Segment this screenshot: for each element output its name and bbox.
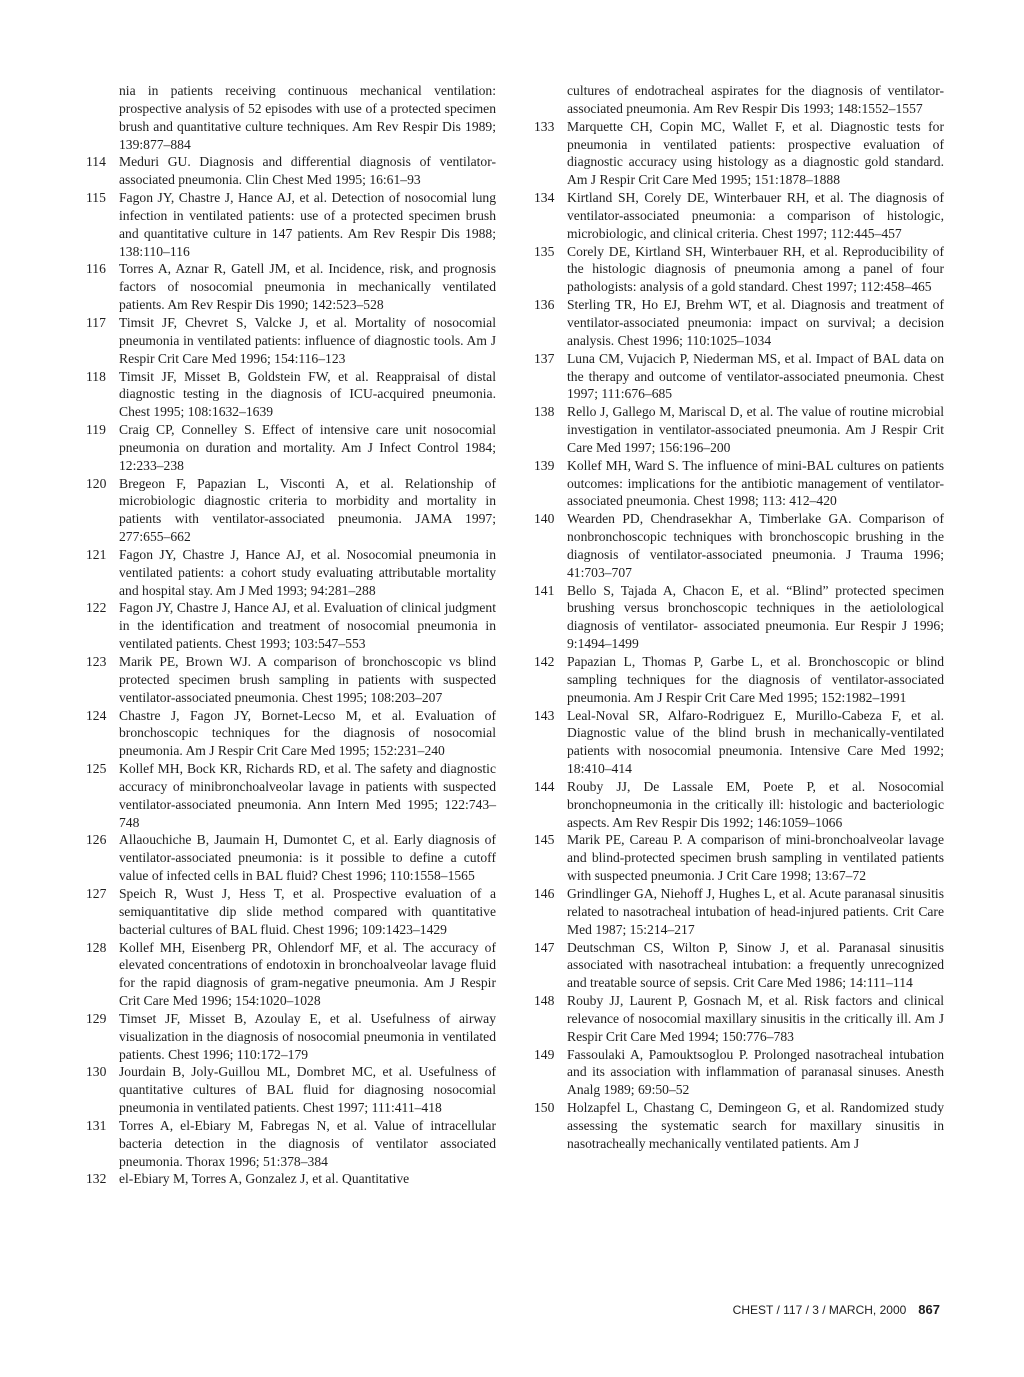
reference-text: Corely DE, Kirtland SH, Winterbauer RH, et al. Reproducibility of the histologic diagnosis of pneumonia among a panel of four pathologists: analysis of a gold standard. Chest 1997; 112:458–465 [567,243,944,295]
reference-number: 127 [86,885,107,901]
reference-entry [86,546,496,600]
reference-text: Papazian L, Thomas P, Garbe L, et al. Bronchoscopic or blind sampling techniques for the diagnosis of ventilator-associated pneumonia. Am J Respir Crit Care Med 1995; 152:1982–1991 [567,654,944,705]
reference-number: 136 [534,297,555,313]
reference-text: Marik PE, Brown WJ. A comparison of bronchoscopic vs blind protected specimen brush sampling in patients with suspected ventilator-associated pneumonia. Chest 1995; 108:203–207 [119,654,496,705]
reference-text: Grindlinger GA, Niehoff J, Hughes L, et al. Acute paranasal sinusitis related to nasotracheal intubation of head-injured patients. Crit Care Med 1987; 15:214–217 [567,885,944,937]
reference-number: 135 [534,243,555,259]
reference-text: cultures of endotracheal aspirates for the diagnosis of ventilator-associated pneumonia. Am Rev Respir Dis 1993; 148:1552–1557 [567,83,944,116]
reference-number: 129 [86,1010,107,1026]
reference-text: nia in patients receiving continuous mechanical ventilation: prospective analysis of 52 episodes with use of a protected specimen brush and quantitative culture techniques. Am Rev Respir Dis 1989; 139:877–884 [119,83,496,152]
reference-text: Chastre J, Fagon JY, Bornet-Lecso M, et al. Evaluation of bronchoscopic techniques for the diagnosis of nosocomial pneumonia. Am J Respir Crit Care Med 1995; 152:231–240 [119,707,496,759]
reference-text: Allaouchiche B, Jaumain H, Dumontet C, et al. Early diagnosis of ventilator-associated pneumonia: is it possible to define a cutoff value of infected cells in BAL fluid? Chest 1996; 110:1558–1565 [119,832,496,884]
reference-text: Craig CP, Connelley S. Effect of intensive care unit nosocomial pneumonia on duration and mortality. Am J Infect Control 1984; 12:233–238 [119,422,496,473]
reference-entry [534,350,944,404]
reference-entry [86,153,496,189]
reference-number: 140 [534,511,555,527]
reference-number: 120 [86,475,107,491]
reference-text: Meduri GU. Diagnosis and differential diagnosis of ventilator-associated pneumonia. Clin Chest Med 1995; 16:61–93 [119,154,496,188]
reference-text: Deutschman CS, Wilton P, Sinow J, et al. Paranasal sinusitis associated with nasotracheal intubation: a frequently unrecognized and treatable source of sepsis. Crit Care Med 1986; 14:111–114 [567,939,944,991]
reference-entry [534,939,944,993]
page-footer [733,1302,940,1317]
reference-entry [86,831,496,885]
reference-text: Bregeon F, Papazian L, Visconti A, et al. Relationship of microbiologic diagnostic criteria to morbidity and mortality in patients with ventilator-associated pneumonia. JAMA 1997; 277:655–662 [119,475,496,545]
reference-text: Kirtland SH, Corely DE, Winterbauer RH, et al. The diagnosis of ventilator-associated pneumonia: a comparison of histologic, microbiologic, and clinical criteria. Chest 1997; 112:445–457 [567,190,944,241]
reference-entry [534,189,944,243]
reference-entry [86,1170,496,1188]
reference-entry [86,653,496,707]
reference-number: 137 [534,350,555,366]
reference-entry [86,707,496,761]
reference-entry [86,82,496,153]
reference-number: 143 [534,707,555,723]
references-left-column [86,82,496,1188]
reference-number: 145 [534,832,555,848]
reference-text: Timset JF, Misset B, Azoulay E, et al. Usefulness of airway visualization in the diagnosis of nosocomial pneumonia in ventilated patients. Chest 1996; 110:172–179 [119,1010,496,1062]
reference-number: 128 [86,939,107,955]
reference-number: 139 [534,457,555,473]
reference-text: Marquette CH, Copin MC, Wallet F, et al. Diagnostic tests for pneumonia in ventilated patients: prospective evaluation of diagnostic accuracy using histology as a diagnostic gold standard. Am J Respir Crit Care Med 1995; 151:1878–1888 [567,118,944,188]
reference-entry [534,296,944,350]
reference-number: 138 [534,404,555,420]
reference-number: 121 [86,546,107,562]
reference-number: 114 [86,154,106,170]
reference-number: 142 [534,654,555,669]
reference-number: 147 [534,939,555,955]
reference-text: Timsit JF, Chevret S, Valcke J, et al. Mortality of nosocomial pneumonia in ventilated patients: influence of diagnostic tools. Am J Respir Crit Care Med 1996; 154:116–123 [119,314,496,366]
reference-entry [534,653,944,707]
reference-text: Fassoulaki A, Pamouktsoglou P. Prolonged nasotracheal intubation and its association with inflammation of paranasal sinuses. Anesth Analg 1989; 69:50–52 [567,1046,944,1098]
reference-text: Luna CM, Vujacich P, Niederman MS, et al. Impact of BAL data on the therapy and outcome of ventilator-associated pneumonia. Chest 1997; 111:676–685 [567,350,944,402]
reference-entry [86,599,496,653]
journal-citation: CHEST / 117 / 3 / MARCH, 2000 [732,1303,907,1317]
reference-number: 133 [534,118,555,134]
reference-text: Rello J, Gallego M, Mariscal D, et al. The value of routine microbial investigation in ventilator-associated pneumonia. Am J Respir Crit Care Med 1997; 156:196–200 [567,404,944,455]
reference-text: Fagon JY, Chastre J, Hance AJ, et al. Evaluation of clinical judgment in the identification and treatment of nosocomial pneumonia in ventilated patients. Chest 1993; 103:547–553 [119,600,496,652]
reference-number: 130 [86,1064,107,1080]
reference-entry [86,885,496,939]
reference-text: Sterling TR, Ho EJ, Brehm WT, et al. Diagnosis and treatment of ventilator-associated pneumonia: impact on survival; a decision analysis. Chest 1996; 110:1025–1034 [567,297,944,348]
reference-text: Speich R, Wust J, Hess T, et al. Prospective evaluation of a semiquantitative dip slide method compared with quantitative bacterial cultures of BAL fluid. Chest 1996; 109:1423–1429 [119,885,496,937]
reference-entry [534,457,944,511]
reference-text: el-Ebiary M, Torres A, Gonzalez J, et al. Quantitative [119,1171,410,1187]
reference-entry [534,707,944,778]
reference-number: 116 [86,261,106,277]
reference-entry [86,1010,496,1064]
reference-text: Bello S, Tajada A, Chacon E, et al. “Blind” protected specimen brushing versus bronchoscopic techniques in the aetiolological diagnosis of ventilator- associated pneumonia. Eur Respir J 1996; 9:1494–1499 [567,582,944,652]
reference-number: 134 [534,190,555,206]
reference-number: 132 [86,1171,107,1187]
references-right-column [534,82,944,1153]
reference-number: 144 [534,778,555,794]
reference-entry [534,992,944,1046]
reference-text: Holzapfel L, Chastang C, Demingeon G, et al. Randomized study assessing the systematic search for maxillary sinusitis in nasotracheally mechanically ventilated patients. Am J [567,1100,944,1151]
reference-text: Leal-Noval SR, Alfaro-Rodriguez E, Murillo-Cabeza F, et al. Diagnostic value of the blind brush in mechanically-ventilated patients with nosocomial pneumonia. Intensive Care Med 1992; 18:410–414 [567,707,944,777]
reference-entry [534,510,944,581]
reference-number: 122 [86,600,107,616]
reference-entry [86,421,496,475]
reference-entry [534,1099,944,1153]
reference-entry [86,1063,496,1117]
reference-number: 119 [86,422,106,438]
reference-entry [534,118,944,189]
reference-text: Kollef MH, Ward S. The influence of mini-BAL cultures on patients outcomes: implications for the antibiotic management of ventilator-associated pneumonia. Chest 1998; 113: 412–420 [567,457,944,509]
reference-text: Marik PE, Careau P. A comparison of mini-bronchoalveolar lavage and blind-protected specimen brush sampling in ventilated patients with suspected pneumonia. J Crit Care 1998; 13:67–72 [567,832,944,884]
reference-text: Fagon JY, Chastre J, Hance AJ, et al. Nosocomial pneumonia in ventilated patients: a cohort study evaluating attributable mortality and hospital stay. Am J Med 1993; 94:281–288 [119,546,496,598]
reference-text: Wearden PD, Chendrasekhar A, Timberlake GA. Comparison of nonbronchoscopic techniques with bronchoscopic brushing in the diagnosis of ventilator-associated pneumonia. J Trauma 1996; 41:703–707 [567,511,944,580]
reference-number: 115 [86,190,106,206]
reference-entry [86,260,496,314]
reference-entry [534,778,944,832]
reference-entry [86,475,496,546]
reference-entry [534,885,944,939]
reference-text: Rouby JJ, De Lassale EM, Poete P, et al. Nosocomial bronchopneumonia in the critically ill: histologic and bacteriologic aspects. Am Rev Respir Dis 1992; 146:1059–1066 [567,778,944,830]
reference-text: Rouby JJ, Laurent P, Gosnach M, et al. Risk factors and clinical relevance of nosocomial maxillary sinusitis in the critically ill. Am J Respir Crit Care Med 1994; 150:776–783 [567,993,944,1044]
reference-text: Kollef MH, Bock KR, Richards RD, et al. The safety and diagnostic accuracy of minibronchoalveolar lavage in patients with suspected ventilator-associated pneumonia. Ann Intern Med 1995; 122:743–748 [119,761,496,830]
reference-number: 131 [86,1117,107,1133]
reference-text: Timsit JF, Misset B, Goldstein FW, et al. Reappraisal of distal diagnostic testing in the diagnosis of ICU-acquired pneumonia. Chest 1995; 108:1632–1639 [119,368,496,420]
reference-number: 118 [86,368,106,384]
reference-number: 124 [86,707,107,723]
reference-entry [534,1046,944,1100]
reference-number: 149 [534,1046,555,1062]
reference-text: Torres A, Aznar R, Gatell JM, et al. Incidence, risk, and prognosis factors of nosocomial pneumonia in mechanically ventilated patients. Am Rev Respir Dis 1990; 142:523–528 [119,261,496,313]
reference-entry [86,1117,496,1171]
reference-number: 150 [534,1100,555,1116]
reference-entry [534,82,944,118]
reference-text: Kollef MH, Eisenberg PR, Ohlendorf MF, et al. The accuracy of elevated concentrations of endotoxin in bronchoalveolar lavage fluid for the rapid diagnosis of gram-negative pneumonia. Am J Respir Crit Care Med 1996; 154:1020–1028 [119,939,496,1009]
reference-number: 148 [534,993,555,1009]
reference-entry [534,243,944,297]
reference-number: 141 [534,582,555,598]
page-number: 867 [918,1302,940,1317]
reference-entry [534,403,944,457]
reference-text: Fagon JY, Chastre J, Hance AJ, et al. Detection of nosocomial lung infection in ventilated patients: use of a protected specimen brush and quantitative culture in 147 patients. Am Rev Respir Dis 1988; 138:110–116 [119,190,496,259]
reference-text: Torres A, el-Ebiary M, Fabregas N, et al. Value of intracellular bacteria detection in the diagnosis of ventilator associated pneumonia. Thorax 1996; 51:378–384 [119,1117,496,1169]
reference-entry [86,368,496,422]
reference-entry [534,831,944,885]
reference-number: 117 [86,314,106,330]
reference-entry [86,314,496,368]
reference-entry [86,189,496,260]
reference-entry [86,760,496,831]
reference-text: Jourdain B, Joly-Guillou ML, Dombret MC, et al. Usefulness of quantitative cultures of BAL fluid for diagnosing nosocomial pneumonia in ventilated patients. Chest 1997; 111:411–418 [119,1064,496,1116]
reference-entry [534,582,944,653]
reference-number: 146 [534,885,555,901]
reference-entry [86,939,496,1010]
reference-number: 125 [86,761,107,777]
reference-number: 123 [86,654,107,669]
reference-number: 126 [86,832,107,848]
